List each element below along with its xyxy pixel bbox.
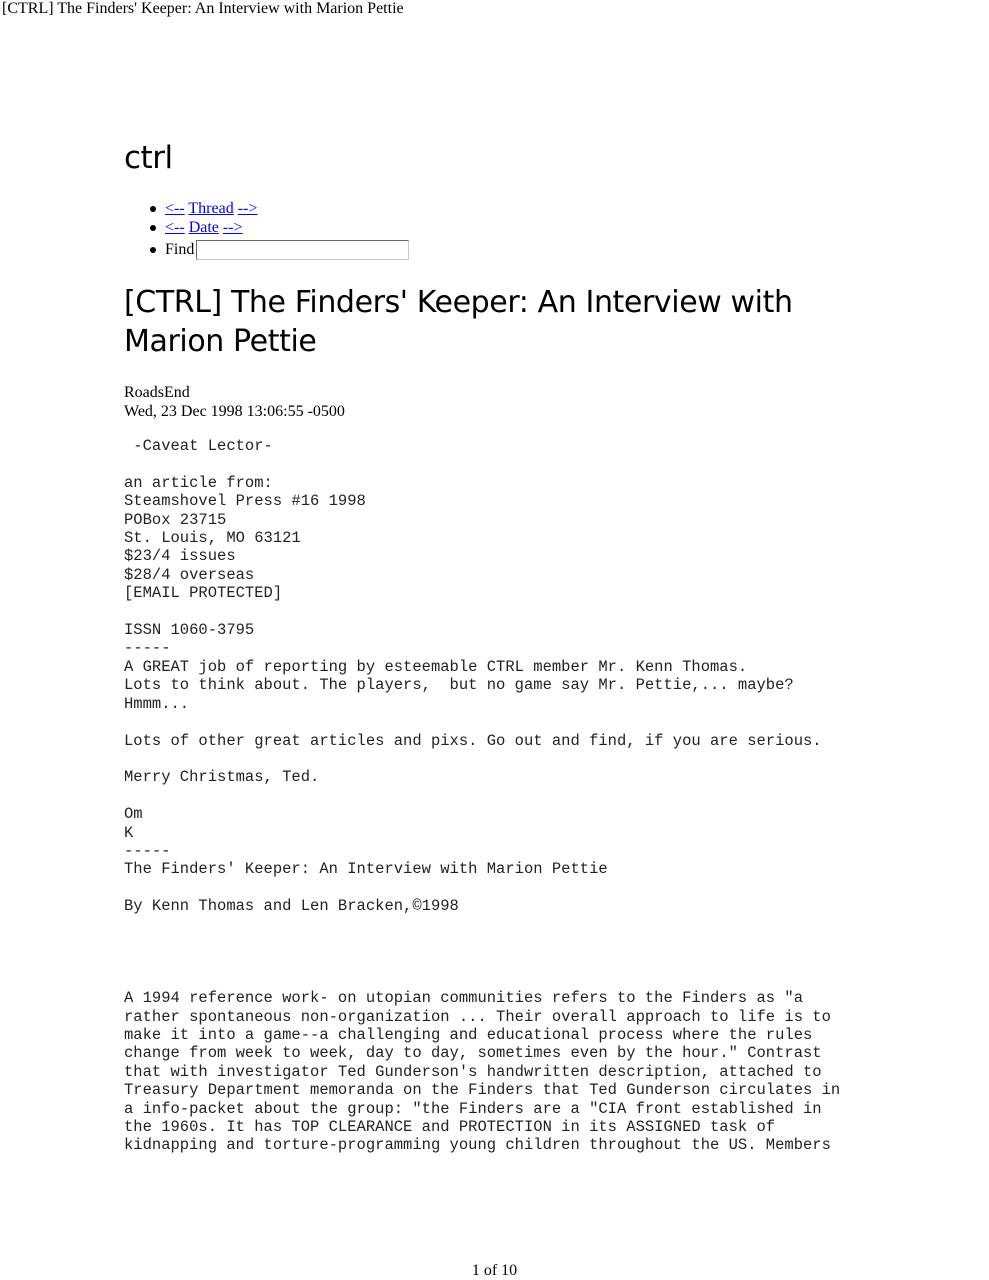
message-date: Wed, 23 Dec 1998 13:06:55 -0500 <box>124 403 345 420</box>
message-title: [CTRL] The Finders' Keeper: An Interview with Marion Pettie <box>124 285 793 359</box>
thread-index-link[interactable]: Thread <box>188 200 234 217</box>
prev-thread-link[interactable]: <-- <box>165 200 185 217</box>
date-nav-row <box>165 218 409 237</box>
print-header-title: [CTRL] The Finders' Keeper: An Interview with Marion Pettie <box>2 0 404 17</box>
thread-nav-row <box>165 199 409 218</box>
message-meta <box>124 383 345 421</box>
find-row <box>165 237 409 263</box>
date-index-link[interactable]: Date <box>188 219 219 236</box>
find-label: Find <box>165 241 195 258</box>
next-date-link[interactable]: --> <box>222 219 243 236</box>
message-body: -Caveat Lector- an article from: Steamshovel Press #16 1998 POBox 23715 St. Louis, MO 63121 $23/4 issues $28/4 overseas [EMAIL PROTECTED] ISSN 1060-3795 ----- A GREAT job of reporting by esteemable CTRL member Mr. Kenn Thomas. Lots to think about. The players, but no game say Mr. Pettie,... maybe? Hmmm... Lots of other great articles and pixs. Go out and find, if you are serious. Merry Christmas, Ted. Om K ----- The Finders' Keeper: An Interview with Marion Pettie By Kenn Thomas and Len Bracken,©1998 A 1994 reference work- on utopian communities refers to the Finders as "a rather spontaneous non-organization ... Their overall approach to life is to make it into a game--a challenging and educational process where the rules change from week to week, day to day, sometimes even by the hour." Contrast that with investigator Ted Gunderson's handwritten description, attached to Treasury Department memoranda on the Finders that Ted Gunderson circulates in a info-packet about the group: "the Finders are a "CIA front established in the 1960s. It has TOP CLEARANCE and PROTECTION in its ASSIGNED task of kidnapping and torture-programming young children throughout the US. Members <box>124 437 841 1155</box>
message-author: RoadsEnd <box>124 384 190 401</box>
list-name-heading: ctrl <box>124 140 173 176</box>
message-navigation <box>165 199 409 263</box>
find-input[interactable] <box>196 240 409 260</box>
next-thread-link[interactable]: --> <box>237 200 258 217</box>
page-number: 1 of 10 <box>471 1262 518 1279</box>
prev-date-link[interactable]: <-- <box>165 219 185 236</box>
